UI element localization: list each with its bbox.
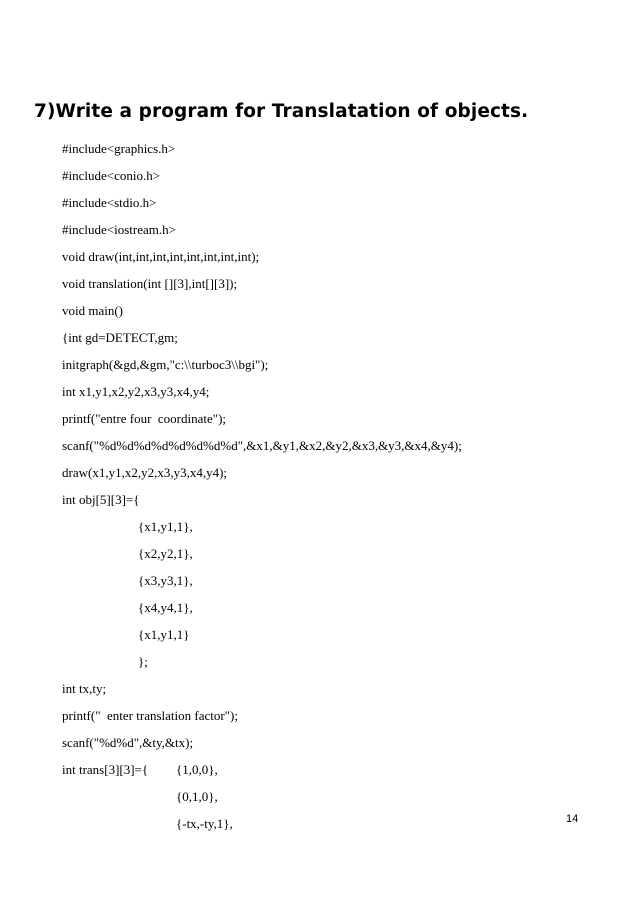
code-line: int trans[3][3]={: [62, 762, 149, 777]
code-line: void draw(int,int,int,int,int,int,int,int);: [62, 249, 260, 264]
code-line: #include<iostream.h>: [62, 222, 176, 237]
code-line: {int gd=DETECT,gm;: [62, 330, 178, 345]
code-line: };: [138, 654, 148, 669]
code-line: #include<graphics.h>: [62, 141, 176, 156]
code-line: #include<stdio.h>: [62, 195, 157, 210]
code-line: {x1,y1,1}: [138, 627, 190, 642]
code-line: draw(x1,y1,x2,y2,x3,y3,x4,y4);: [62, 465, 228, 480]
code-line: void translation(int [][3],int[][3]);: [62, 276, 238, 291]
code-line: void main(): [62, 303, 124, 318]
page-number: 14: [566, 813, 579, 825]
code-line: {x4,y4,1},: [138, 600, 193, 615]
code-line: {x1,y1,1},: [138, 519, 193, 534]
code-line: printf("entre four coordinate");: [62, 411, 227, 426]
code-line: {1,0,0},: [176, 762, 218, 777]
page-heading: 7)Write a program for Translatation of objects.: [34, 101, 529, 122]
code-line: int obj[5][3]={: [62, 492, 140, 507]
code-line: {x3,y3,1},: [138, 573, 193, 588]
code-line: int x1,y1,x2,y2,x3,y3,x4,y4;: [62, 384, 210, 399]
code-line: scanf("%d%d",&ty,&tx);: [62, 735, 194, 750]
code-line: printf(" enter translation factor");: [62, 708, 238, 723]
code-line: #include<conio.h>: [62, 168, 161, 183]
code-line: initgraph(&gd,&gm,"c:\\turboc3\\bgi");: [62, 357, 269, 372]
code-line: {0,1,0},: [176, 789, 218, 804]
code-line: int tx,ty;: [62, 681, 107, 696]
code-line: {-tx,-ty,1},: [176, 816, 233, 831]
code-line: {x2,y2,1},: [138, 546, 193, 561]
code-line: scanf("%d%d%d%d%d%d%d%d",&x1,&y1,&x2,&y2,&x3,&y3,&x4,&y4);: [62, 438, 462, 453]
